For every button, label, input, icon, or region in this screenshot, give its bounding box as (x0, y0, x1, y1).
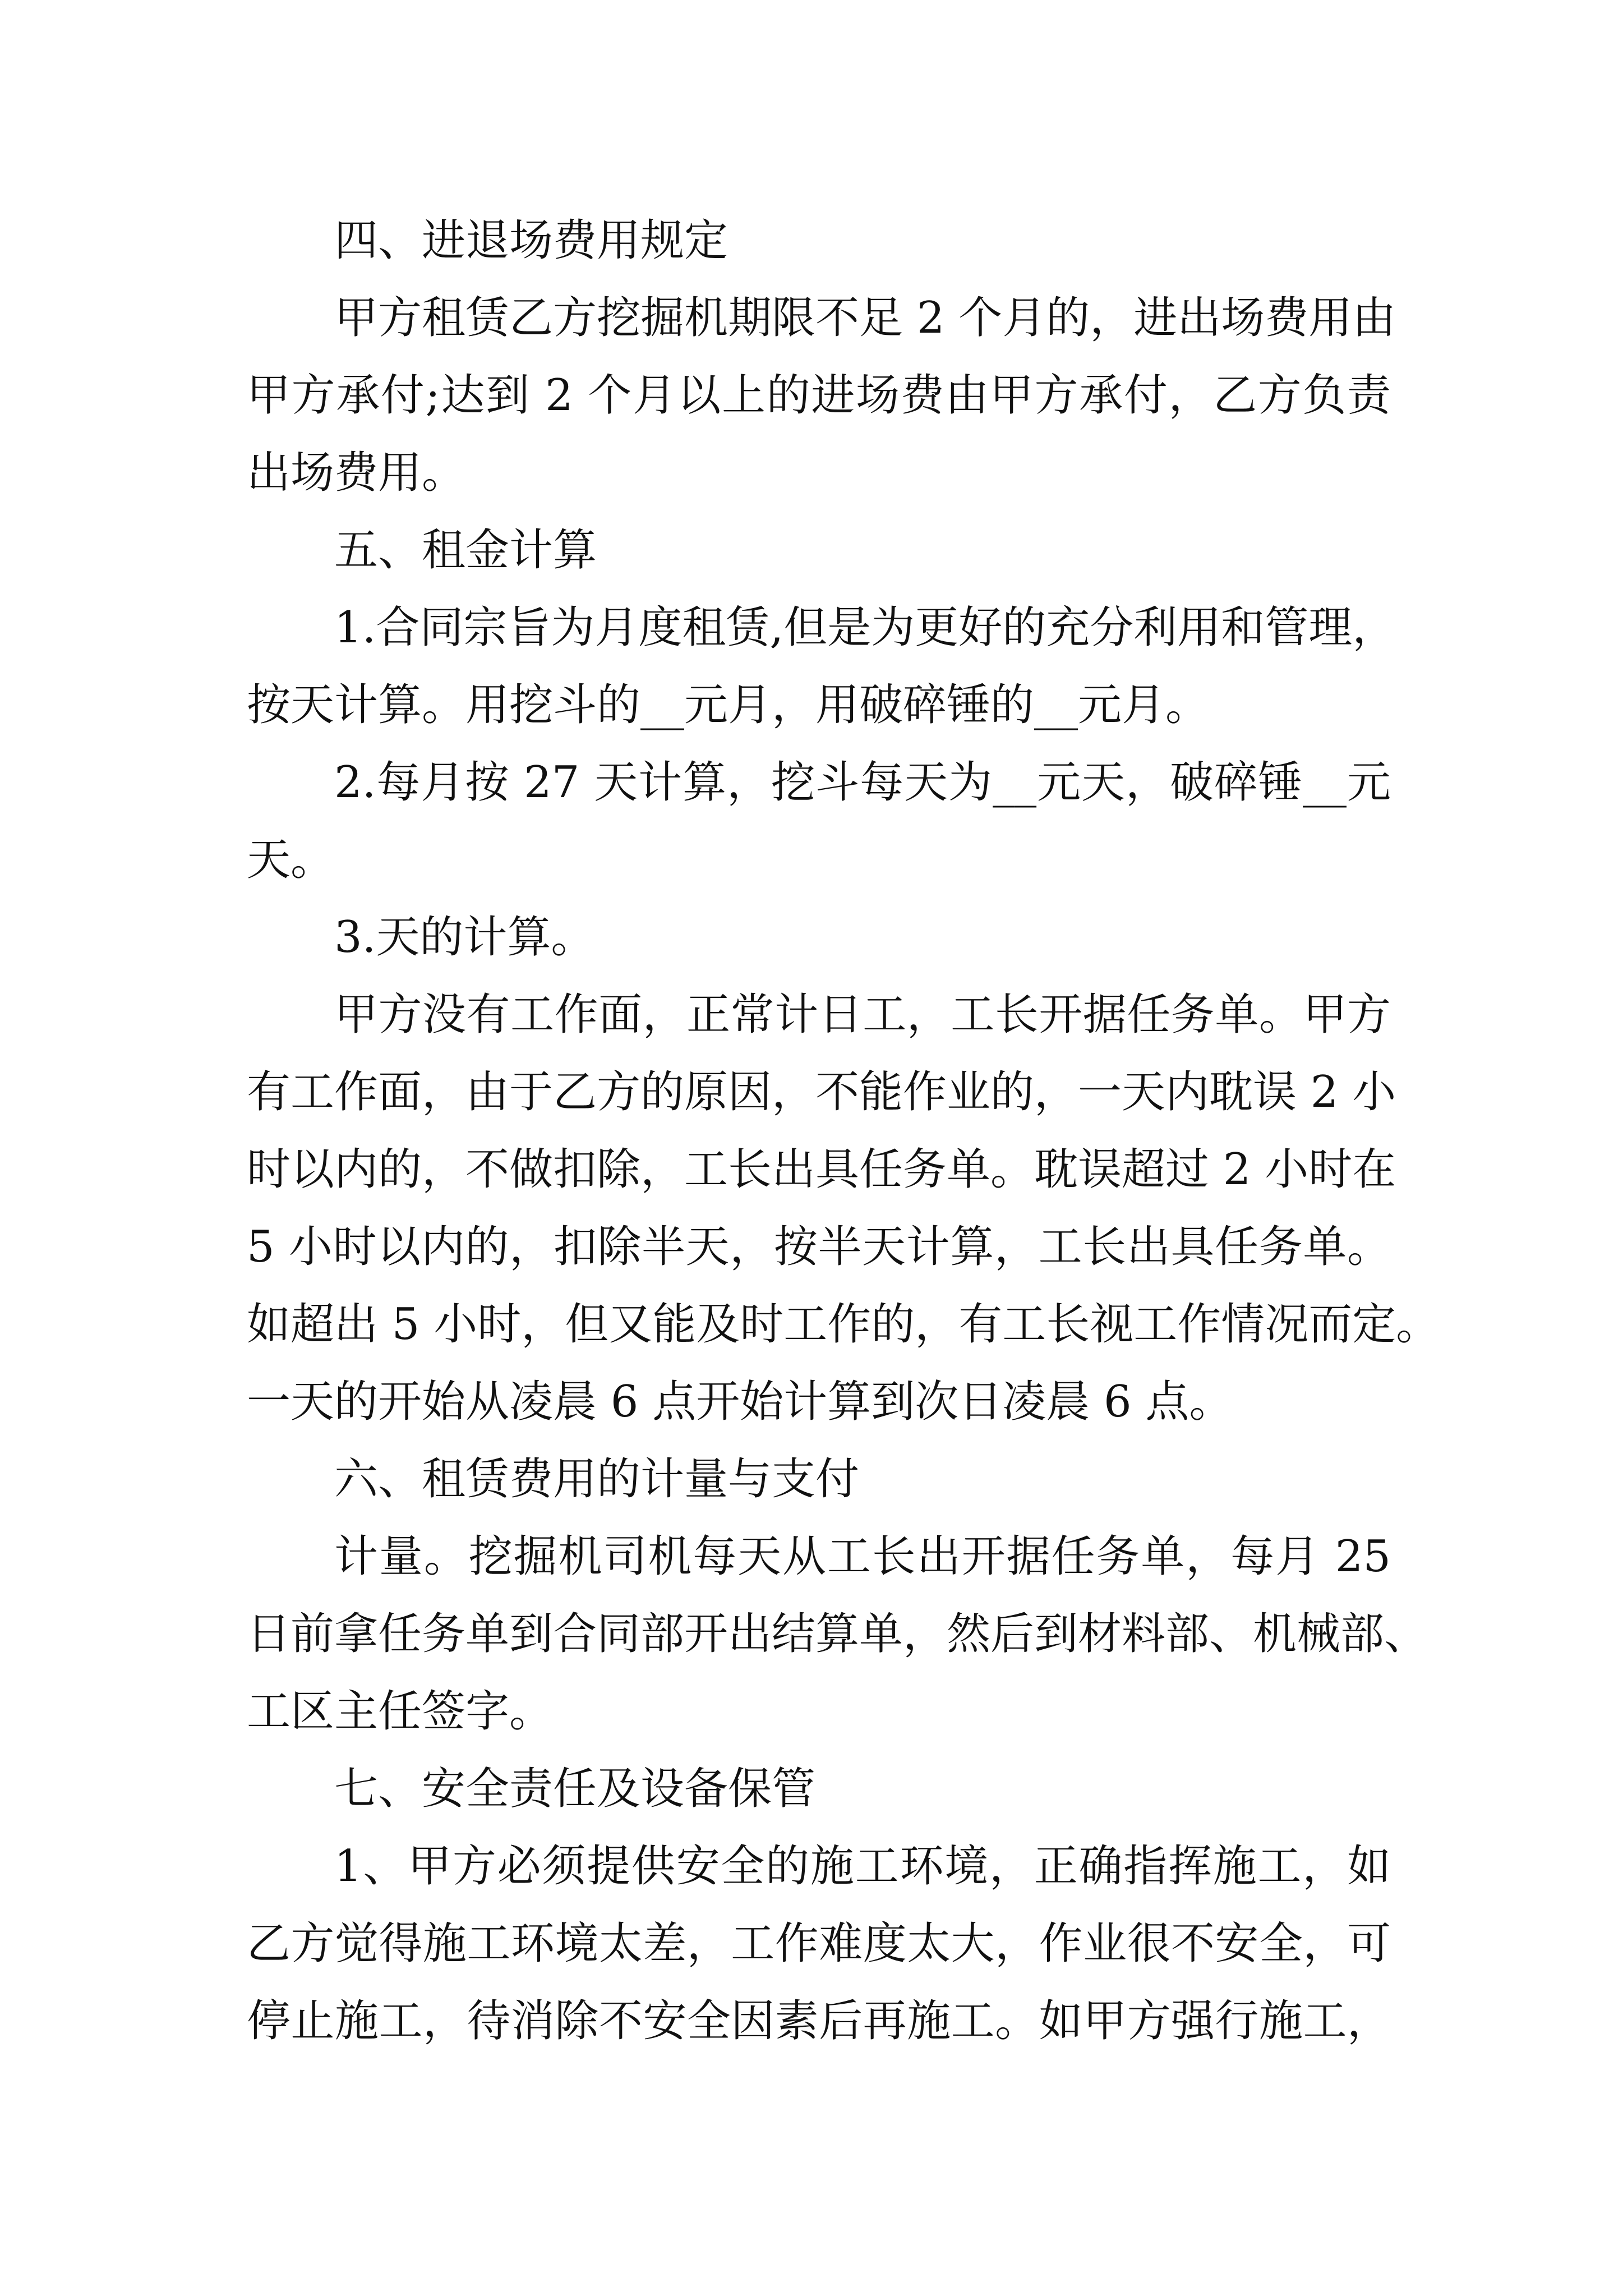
text-line: 日前拿任务单到合同部开出结算单，然后到材料部、机械部、 (247, 1609, 1428, 1659)
text-line: 六、租赁费用的计量与支付 (334, 1454, 860, 1504)
text-line: 1、甲方必须提供安全的施工环境，正确指挥施工，如 (334, 1841, 1391, 1892)
text-line: 5 小时以内的，扣除半天，按半天计算，工长出具任务单。 (247, 1222, 1391, 1272)
text-line: 如超出 5 小时，但又能及时工作的，有工长视工作情况而定。 (247, 1299, 1440, 1350)
text-line: 甲方租赁乙方挖掘机期限不足 2 个月的，进出场费用由 (334, 293, 1396, 343)
text-line: 停止施工，待消除不安全因素后再施工。如甲方强行施工， (247, 1996, 1391, 2046)
text-line: 1.合同宗旨为月度租赁,但是为更好的充分利用和管理， (334, 602, 1396, 653)
text-line: 时以内的，不做扣除，工长出具任务单。耽误超过 2 小时在 (247, 1144, 1396, 1195)
text-line: 2.每月按 27 天计算，挖斗每天为__元天，破碎锤__元 (334, 757, 1391, 808)
text-line: 四、进退场费用规定 (334, 215, 728, 266)
text-line: 天。 (247, 835, 335, 885)
text-line: 甲方没有工作面，正常计日工，工长开据任务单。甲方 (334, 990, 1391, 1040)
text-line: 按天计算。用挖斗的__元月，用破碎锤的__元月。 (247, 680, 1210, 730)
text-line: 计量。挖掘机司机每天从工长出开据任务单，每月 25 (334, 1531, 1391, 1582)
text-line: 有工作面，由于乙方的原因，不能作业的，一天内耽误 2 小 (247, 1067, 1396, 1117)
text-line: 出场费用。 (247, 448, 466, 498)
text-line: 甲方承付;达到 2 个月以上的进场费由甲方承付，乙方负责 (247, 370, 1391, 421)
text-line: 一天的开始从凌晨 6 点开始计算到次日凌晨 6 点。 (247, 1377, 1233, 1427)
document-body (247, 202, 1440, 2060)
text-line: 五、租金计算 (334, 525, 597, 576)
text-line: 工区主任签字。 (247, 1686, 554, 1737)
text-line: 乙方觉得施工环境太差，工作难度太大，作业很不安全，可 (247, 1918, 1391, 1969)
text-line: 七、安全责任及设备保管 (334, 1764, 816, 1814)
text-line: 3.天的计算。 (334, 912, 595, 963)
